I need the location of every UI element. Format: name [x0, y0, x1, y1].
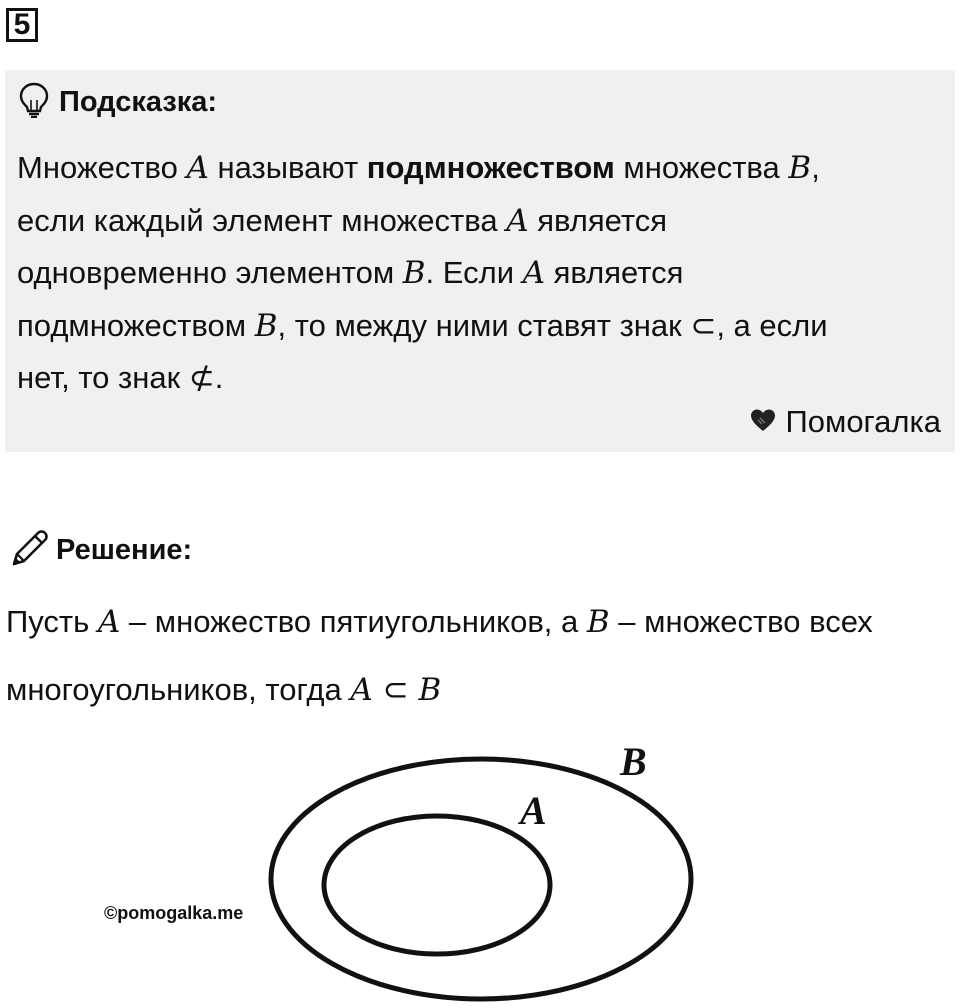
- bold-term: подмножеством: [366, 150, 615, 185]
- math-var: A: [97, 604, 121, 640]
- hint-line-4: [17, 300, 937, 353]
- text: является: [528, 202, 667, 238]
- outer-set-label: B: [620, 739, 647, 784]
- text: называют: [208, 150, 367, 185]
- pencil-icon: [8, 528, 50, 573]
- task-number: 5: [6, 8, 38, 42]
- inner-set-label: A: [520, 788, 547, 833]
- text: является: [545, 255, 684, 290]
- math-var: A: [506, 202, 529, 239]
- venn-diagram: [0, 720, 960, 1008]
- math-var: A: [522, 255, 546, 291]
- hint-line-5: [17, 352, 937, 405]
- solution-line-2: [6, 656, 951, 724]
- lightbulb-icon: [19, 82, 49, 123]
- text: , то между ними ставят знак: [277, 307, 691, 343]
- hint-line-1: [17, 142, 937, 195]
- text: нет, то знак: [17, 360, 189, 395]
- text: – множество пятиугольников, а: [120, 604, 587, 639]
- hint-line-2: [17, 195, 937, 248]
- text: . Если: [425, 255, 523, 290]
- hint-title: Подсказка:: [59, 85, 218, 118]
- watermark: ©pomogalka.me: [104, 903, 244, 923]
- credit-label: Помогалка: [785, 404, 941, 439]
- solution-header: [8, 530, 192, 570]
- text: Пусть: [6, 604, 98, 639]
- text: множества: [614, 150, 789, 185]
- solution-line-1: [6, 588, 951, 656]
- text: подмножеством: [17, 307, 255, 343]
- math-var: B: [788, 150, 812, 186]
- hint-panel: [5, 70, 955, 452]
- math-var: B: [402, 255, 426, 291]
- math-var: B: [418, 672, 442, 708]
- text: одновременно элементом: [17, 255, 403, 290]
- hint-body: [17, 142, 937, 405]
- text: .: [214, 360, 224, 395]
- text: , а если: [716, 307, 828, 343]
- outer-set-b: [271, 759, 691, 999]
- hint-line-3: [17, 247, 937, 300]
- solution-title: Решение:: [56, 533, 193, 566]
- text: если каждый элемент множества: [17, 202, 507, 238]
- math-var: A: [350, 672, 373, 708]
- math-var: A: [186, 150, 209, 186]
- math-var: B: [586, 604, 610, 640]
- text: Множество: [17, 150, 187, 185]
- text: – множество всех: [609, 604, 873, 639]
- subset-symbol: ⊂: [372, 672, 419, 708]
- hint-header: [19, 84, 217, 120]
- subset-symbol: ⊂: [690, 307, 717, 344]
- not-subset-symbol: ⊄: [188, 360, 215, 396]
- heart-icon: [749, 404, 777, 440]
- text: многоугольников, тогда: [6, 672, 351, 707]
- solution-body: [6, 588, 951, 724]
- text: ,: [811, 150, 820, 185]
- math-var: B: [254, 307, 278, 344]
- inner-set-a: [324, 816, 550, 954]
- credit: [749, 404, 941, 440]
